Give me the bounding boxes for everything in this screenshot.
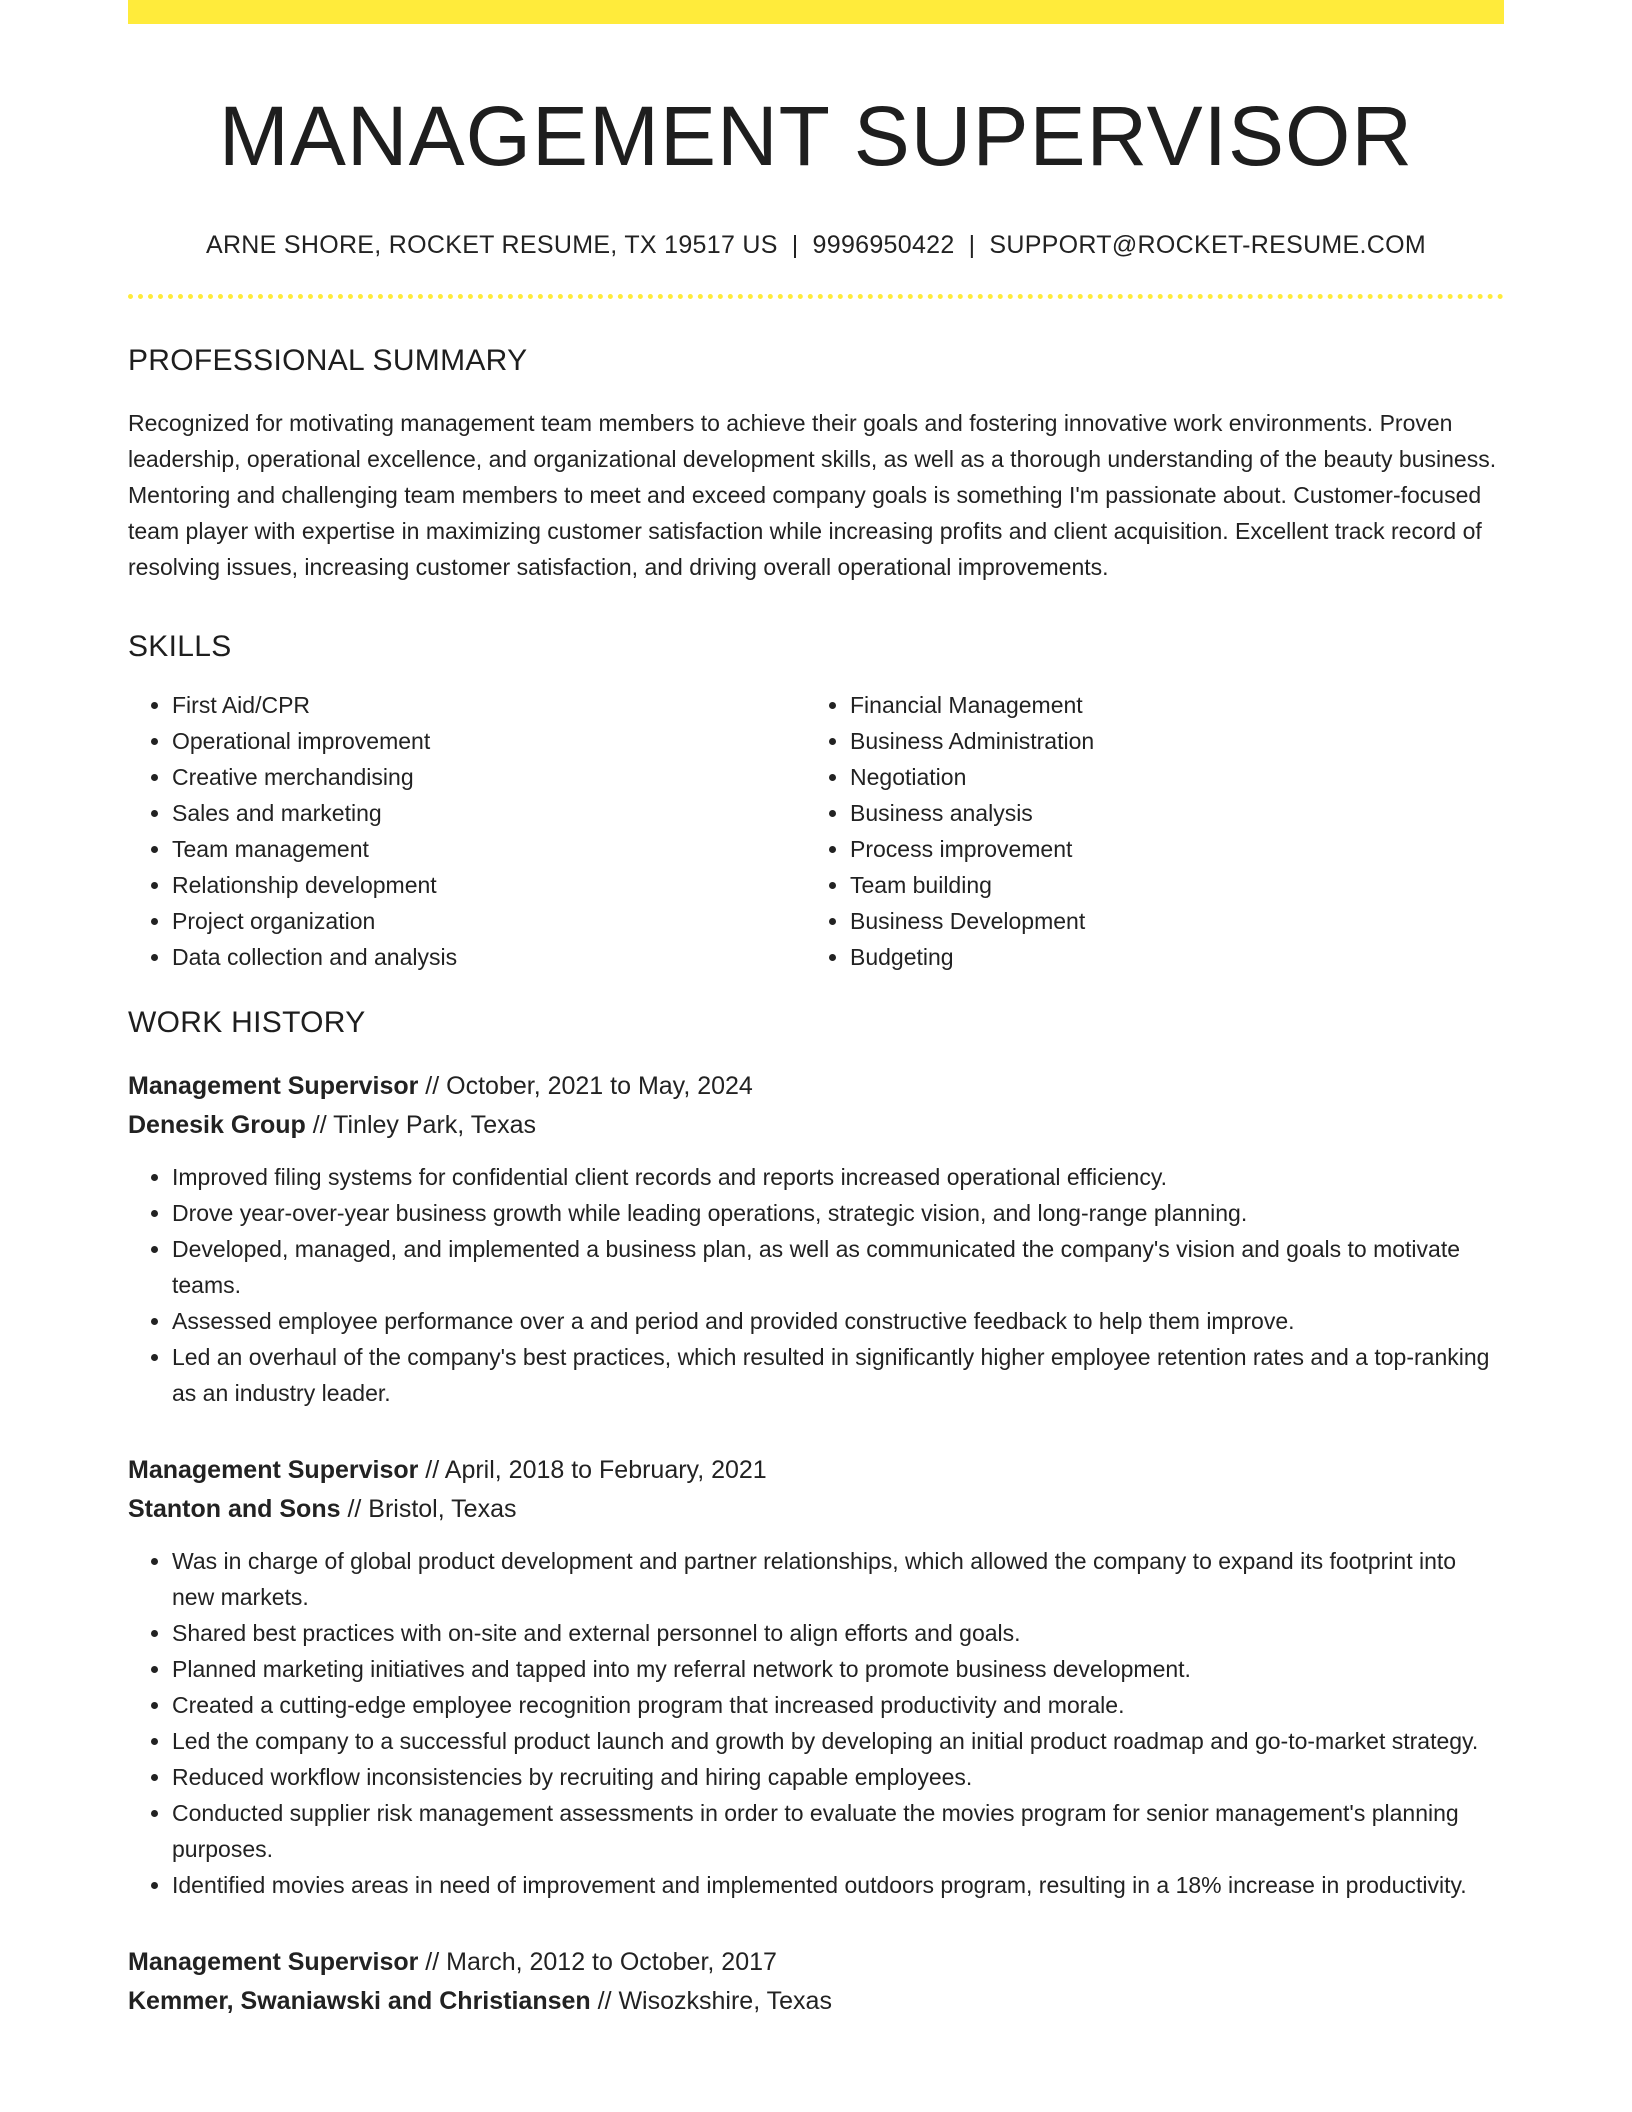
job-company-line [128,1106,1504,1145]
job-role-line [128,1067,1504,1106]
contact-line [128,231,1504,260]
job-entry [128,1067,1504,1411]
job-location: // Bristol, Texas [340,1494,517,1523]
job-role: Management Supervisor [128,1947,419,1976]
job-bullet: • Improved filing systems for confidential client records and reports increased operational efficiency. [172,1159,1504,1195]
contact-address: ARNE SHORE, ROCKET RESUME, TX 19517 US [205,230,778,259]
summary-text: Recognized for motivating management team members to achieve their goals and fostering innovative work environments. Proven leadership, operational excellence, and organizational development skills, as well as a thorough understanding of the beauty business. Mentoring and challenging team members to meet and exceed company goals is something I'm passionate about. Customer-focused team player with expertise in maximizing customer satisfaction while increasing profits and client acquisition. Excellent track record of resolving issues, increasing customer satisfaction, and driving overall operational improvements. [128,409,1497,580]
job-bullet: • Led an overhaul of the company's best practices, which resulted in significantly higher employee retention rates and a top-ranking as an industry leader. [172,1339,1504,1411]
job-bullet: • Assessed employee performance over a and period and provided constructive feedback to help them improve. [172,1303,1504,1339]
skill-item: • Business Development [850,903,1484,939]
skill-item: • Project organization [172,903,806,939]
skill-item: • Creative merchandising [172,759,806,795]
skill-item: • First Aid/CPR [172,687,806,723]
job-bullet: • Developed, managed, and implemented a business plan, as well as communicated the company's vision and goals to motivate teams. [172,1231,1504,1303]
job-entry [128,1943,1504,2021]
skill-item: • Process improvement [850,831,1484,867]
skill-item: • Business analysis [850,795,1484,831]
skill-item: • Operational improvement [172,723,806,759]
job-role-line [128,1943,1504,1982]
skill-item: • Team building [850,867,1484,903]
skills-heading: SKILLS [128,629,232,663]
job-company-line [128,1982,1504,2021]
work-history-heading: WORK HISTORY [128,1005,366,1039]
dotted-divider [128,294,1504,299]
job-bullet: • Created a cutting-edge employee recognition program that increased productivity and morale. [172,1687,1504,1723]
job-bullets [128,1543,1504,1903]
job-location: // Wisozkshire, Texas [590,1986,832,2015]
skill-item: • Data collection and analysis [172,939,806,975]
job-bullets [128,1159,1504,1411]
job-bullet: • Shared best practices with on-site and external personnel to align efforts and goals. [172,1615,1504,1651]
skill-item: • Business Administration [850,723,1484,759]
job-bullet: • Led the company to a successful product launch and growth by developing an initial product roadmap and go-to-market strategy. [172,1723,1504,1759]
skills-list [128,687,1504,975]
job-dates: // March, 2012 to October, 2017 [418,1947,777,1976]
resume-page [128,0,1504,2021]
job-company: Denesik Group [128,1110,306,1139]
skill-item: • Sales and marketing [172,795,806,831]
contact-phone: 9996950422 [812,230,955,259]
job-role: Management Supervisor [128,1455,419,1484]
skills-column-left [128,687,806,975]
job-role-line [128,1451,1504,1490]
job-bullet: • Conducted supplier risk management assessments in order to evaluate the movies program for senior management's planning purposes. [172,1795,1504,1867]
skill-item: • Financial Management [850,687,1484,723]
skill-item: • Team management [172,831,806,867]
job-company: Stanton and Sons [128,1494,341,1523]
job-entry [128,1451,1504,1903]
job-bullet: • Identified movies areas in need of improvement and implemented outdoors program, resulting in a 18% increase in productivity. [172,1867,1504,1903]
skill-item: • Negotiation [850,759,1484,795]
job-bullet: • Reduced workflow inconsistencies by recruiting and hiring capable employees. [172,1759,1504,1795]
job-location: // Tinley Park, Texas [305,1110,537,1139]
skill-item: • Budgeting [850,939,1484,975]
job-role: Management Supervisor [128,1071,419,1100]
job-dates: // April, 2018 to February, 2021 [418,1455,767,1484]
contact-email: SUPPORT@ROCKET-RESUME.COM [989,230,1427,259]
job-bullet: • Drove year-over-year business growth while leading operations, strategic vision, and long-range planning. [172,1195,1504,1231]
job-bullet: • Planned marketing initiatives and tapped into my referral network to promote business development. [172,1651,1504,1687]
job-dates: // October, 2021 to May, 2024 [418,1071,753,1100]
contact-separator: | [968,230,976,259]
skill-item: • Relationship development [172,867,806,903]
job-company: Kemmer, Swaniawski and Christiansen [128,1986,591,2015]
resume-title: MANAGEMENT SUPERVISOR [218,89,1414,183]
contact-separator: | [791,230,799,259]
summary-heading: PROFESSIONAL SUMMARY [128,343,528,377]
job-bullet: • Was in charge of global product development and partner relationships, which allowed the company to expand its footprint into new markets. [172,1543,1504,1615]
job-company-line [128,1490,1504,1529]
skills-column-right [806,687,1484,975]
accent-bar [128,0,1504,24]
